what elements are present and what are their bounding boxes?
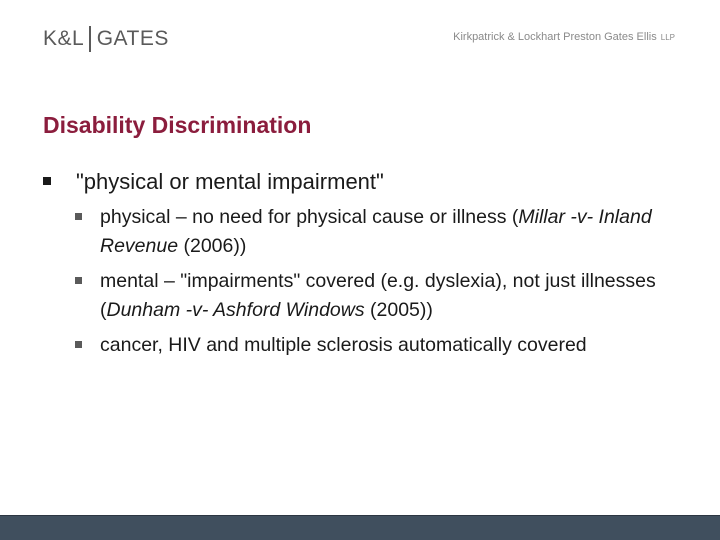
- sub-bullet-text: physical – no need for physical cause or illness (: [100, 206, 519, 228]
- main-bullet: [43, 168, 683, 196]
- firm-name-text: Kirkpatrick & Lockhart Preston Gates Ellis: [453, 31, 657, 43]
- sub-bullet-text: mental – "impairments" covered (e.g. dyslexia), not just illnesses (: [100, 270, 656, 321]
- main-bullet-text: "physical or mental impairment": [76, 169, 384, 194]
- square-bullet-icon: [43, 177, 51, 185]
- case-name: Dunham -v- Ashford Windows: [106, 298, 365, 321]
- square-bullet-icon: [75, 213, 82, 220]
- sub-bullet: [75, 267, 683, 324]
- sub-bullet: [75, 331, 683, 360]
- firm-name: [453, 31, 675, 43]
- logo-left-text: K&L: [43, 27, 85, 50]
- sub-bullet-text: (2006)): [178, 234, 247, 257]
- firm-suffix: LLP: [660, 33, 675, 42]
- sub-bullet-list: [43, 203, 683, 360]
- logo-right-text: GATES: [96, 27, 169, 50]
- sub-bullet: [75, 203, 683, 260]
- footer-bar: [0, 515, 720, 540]
- sub-bullet-text: cancer, HIV and multiple sclerosis automatically covered: [100, 334, 587, 356]
- square-bullet-icon: [75, 341, 82, 348]
- sub-bullet-text: (2005)): [364, 298, 433, 321]
- logo-divider: [89, 26, 91, 52]
- slide-title: Disability Discrimination: [43, 112, 312, 138]
- case-name: Millar -v- Inland Revenue: [100, 206, 652, 257]
- slide-content: [43, 168, 683, 367]
- square-bullet-icon: [75, 277, 82, 284]
- kl-gates-logo: [43, 26, 169, 52]
